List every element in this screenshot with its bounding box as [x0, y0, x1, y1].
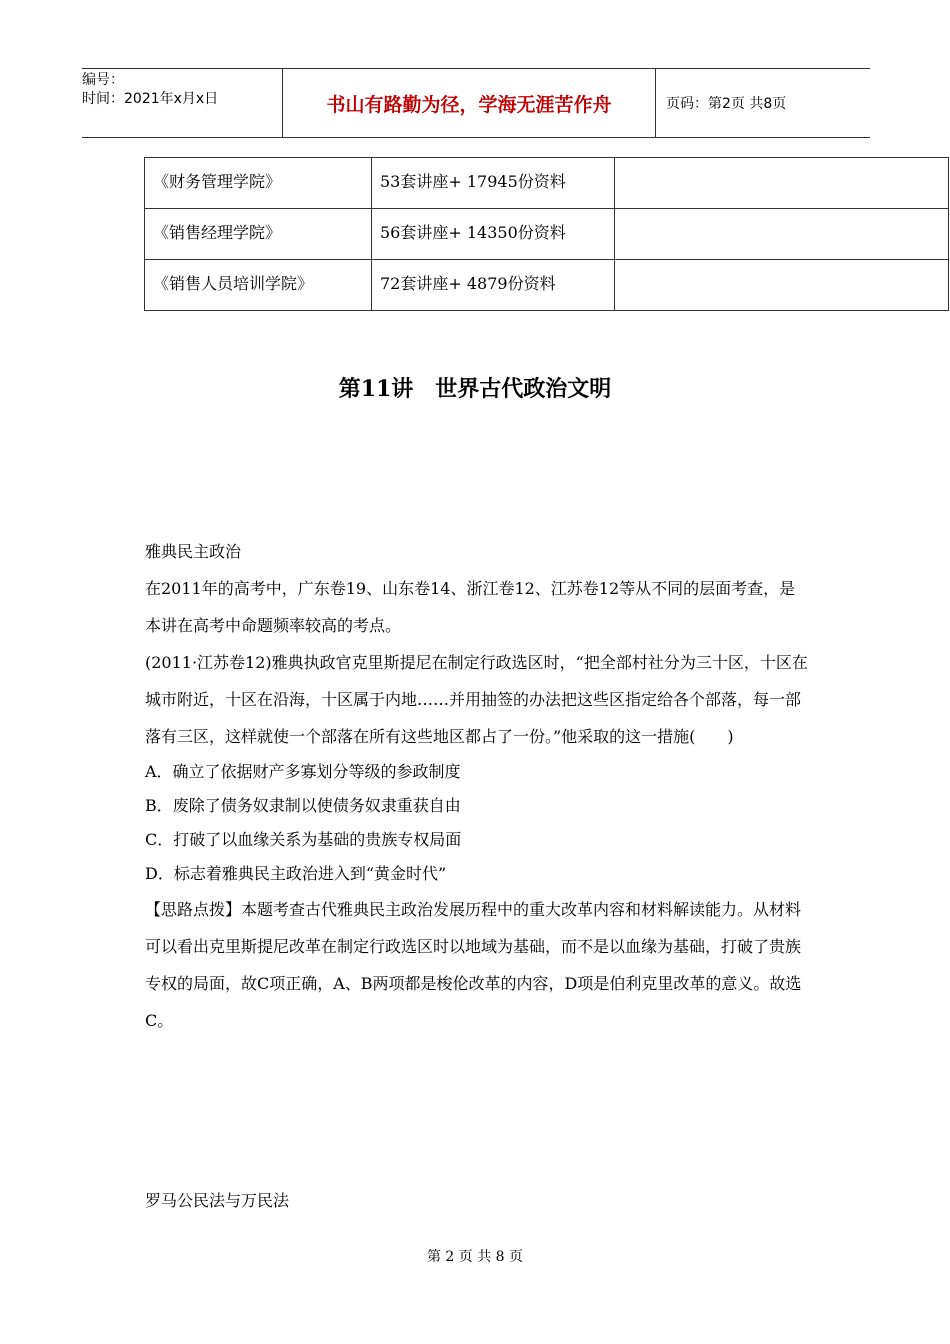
number-label: 编号： [82, 72, 124, 88]
resource-content: 72套讲座+ 4879份资料 [372, 260, 615, 311]
intro-paragraph: 在2011年的高考中，广东卷19、山东卷14、浙江卷12、江苏卷12等从不同的层面考查，是本讲在高考中命题频率较高的考点。 [145, 579, 796, 635]
section-athens [145, 533, 810, 1039]
resource-name: 《财务管理学院》 [145, 158, 372, 209]
resource-extra [615, 158, 949, 209]
option-d: D．标志着雅典民主政治进入到“黄金时代” [145, 864, 447, 883]
header-motto: 书山有路勤为径，学海无涯苦作舟 [283, 69, 656, 137]
resource-name: 《销售人员培训学院》 [145, 260, 372, 311]
resource-name: 《销售经理学院》 [145, 209, 372, 260]
table-row [145, 260, 949, 311]
resource-extra [615, 260, 949, 311]
resource-content: 56套讲座+ 14350份资料 [372, 209, 615, 260]
question-paragraph: (2011·江苏卷12)雅典执政官克里斯提尼在制定行政选区时，“把全部村社分为三十区，十区在城市附近，十区在沿海，十区属于内地……并用抽签的办法把这些区指定给各个部落，每一部落有三区，这样就使一个部落在所有这些地区都占了一份。”他采取的这一措施( ) [145, 653, 808, 746]
resource-extra [615, 209, 949, 260]
header-meta [82, 69, 283, 137]
lecture-title: 第11讲 世界古代政治文明 [338, 376, 612, 402]
option-a: A．确立了依据财产多寡划分等级的参政制度 [145, 762, 461, 781]
page-header [82, 68, 870, 138]
analysis-paragraph: 【思路点拨】本题考查古代雅典民主政治发展历程中的重大改革内容和材料解读能力。从材料可以看出克里斯提尼改革在制定行政选区时以地域为基础，而不是以血缘为基础，打破了贵族专权的局面，故C项正确，A、B两项都是梭伦改革的内容，D项是伯利克里改革的意义。故选C。 [145, 900, 802, 1030]
table-row [145, 209, 949, 260]
option-c: C．打破了以血缘关系为基础的贵族专权局面 [145, 830, 462, 849]
resource-table [144, 157, 949, 311]
resource-content: 53套讲座+ 17945份资料 [372, 158, 615, 209]
section-heading: 雅典民主政治 [145, 542, 242, 561]
section-heading: 罗马公民法与万民法 [145, 1191, 290, 1210]
page-footer: 第 2 页 共 8 页 [426, 1249, 524, 1265]
section-rome [145, 1182, 810, 1219]
header-page-info: 页码：第2页 共8页 [666, 96, 787, 112]
table-row [145, 158, 949, 209]
option-b: B．废除了债务奴隶制以使债务奴隶重获自由 [145, 796, 461, 815]
time-label: 时间：2021年x月x日 [82, 91, 219, 107]
